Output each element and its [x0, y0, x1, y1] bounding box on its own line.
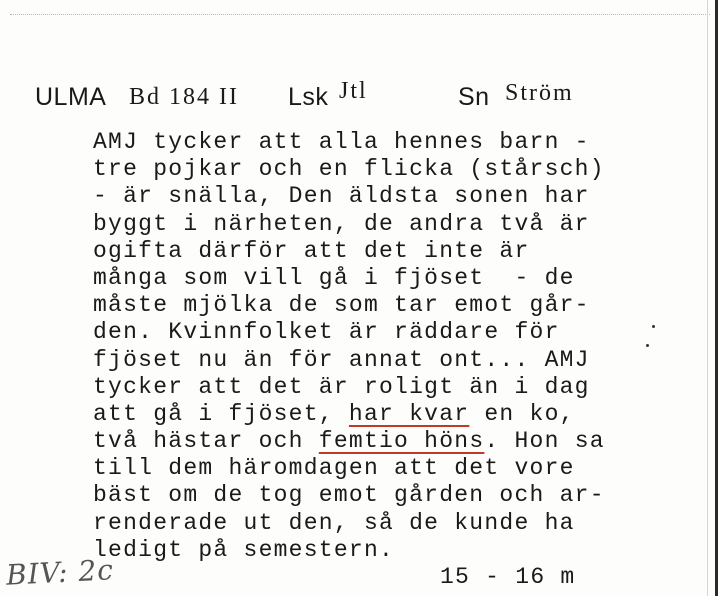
- body-line: - är snälla, Den äldsta sonen har: [93, 183, 590, 210]
- body-line: renderade ut den, så de kunde ha: [93, 509, 575, 536]
- body-line: bäst om de tog emot gården och ar-: [93, 482, 605, 509]
- body-text-segment: att gå i fjöset,: [93, 400, 349, 427]
- archive-code: ULMA: [35, 83, 107, 111]
- record-body: [93, 129, 683, 564]
- card-right-shadow: [707, 0, 708, 596]
- body-line: många som vill gå i fjöset - de: [93, 264, 575, 291]
- body-line: tycker att det är roligt än i dag: [93, 373, 590, 400]
- body-text-segment: en ko,: [469, 400, 575, 427]
- body-line: måste mjölka de som tar emot går-: [93, 292, 590, 319]
- ink-speck: [646, 344, 649, 347]
- body-text-segment: . Hon sa: [484, 428, 605, 455]
- volume-number: Bd 184 II: [129, 84, 239, 110]
- landskap-label: Lsk: [288, 83, 329, 111]
- body-line: [93, 428, 683, 455]
- body-line: [93, 401, 683, 428]
- ink-speck: [652, 325, 655, 328]
- handwritten-classification: BIV: 2c: [5, 553, 115, 592]
- page-reference: 15 - 16 m: [440, 564, 576, 590]
- body-line: ogifta därför att det inte är: [93, 237, 530, 264]
- underlined-phrase: femtio höns: [318, 428, 485, 455]
- body-line: fjöset nu än för annat ont... AMJ: [93, 346, 590, 373]
- socken-value: Ström: [505, 80, 574, 106]
- card-header: [35, 80, 675, 114]
- socken-label: Sn: [458, 83, 490, 111]
- body-line: tre pojkar och en flicka (stårsch): [93, 156, 605, 183]
- body-line: AMJ tycker att alla hennes barn -: [93, 129, 590, 155]
- body-line: till dem häromdagen att det vore: [93, 455, 575, 482]
- body-line: byggt i närheten, de andra två är: [93, 210, 590, 237]
- body-line: den. Kvinnfolket är räddare för: [93, 319, 560, 346]
- card-top-edge: [10, 14, 710, 15]
- body-text-segment: två hästar och: [93, 428, 319, 455]
- underlined-phrase: har kvar: [348, 400, 470, 427]
- body-line: ledigt på semestern.: [93, 536, 395, 563]
- landskap-value: Jtl: [339, 78, 368, 104]
